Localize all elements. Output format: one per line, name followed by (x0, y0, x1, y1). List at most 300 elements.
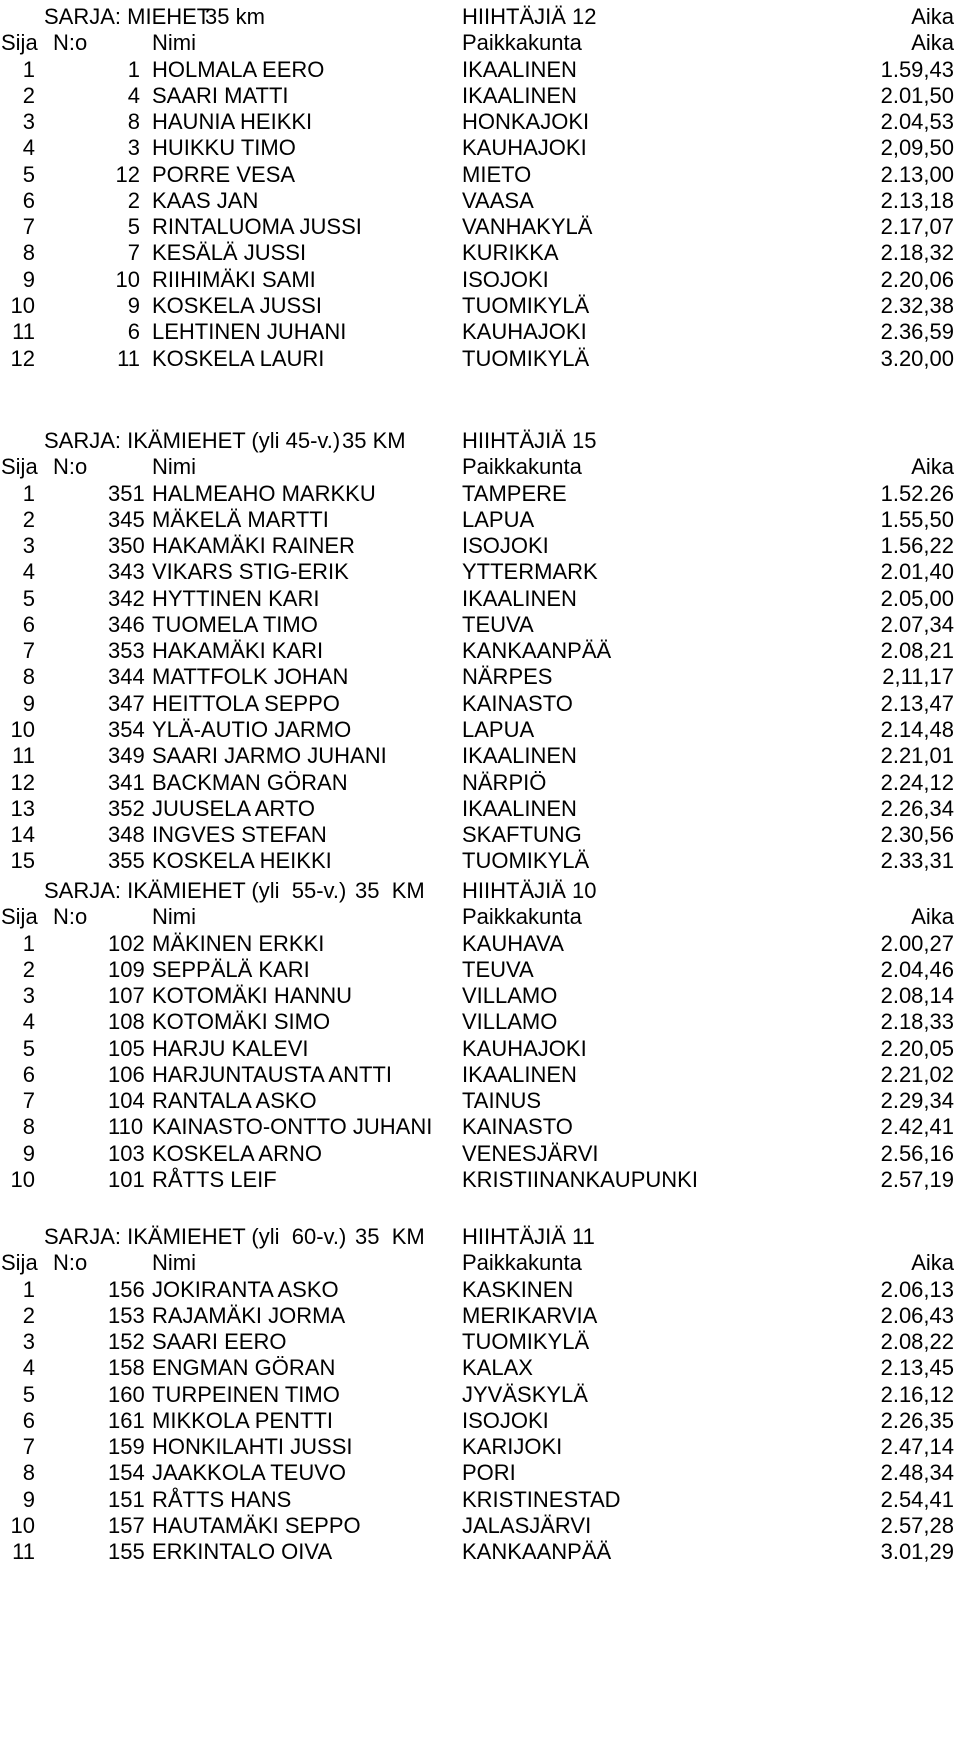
row-sija: 4 (22, 1355, 35, 1381)
row-nimi: HAKAMÄKI RAINER (152, 533, 355, 559)
row-paikkakunta: VANHAKYLÄ (462, 214, 593, 240)
row-sija: 6 (22, 1407, 35, 1433)
row-nimi: KOSKELA LAURI (152, 345, 325, 371)
header-nro: N:o (53, 30, 88, 56)
row-aika: 1.59,43 (880, 56, 954, 82)
section-sarja-label: SARJA: IKÄMIEHET (yli 55-v.) (44, 878, 347, 903)
table-row (0, 557, 960, 586)
row-paikkakunta: KRISTINESTAD (462, 1486, 621, 1512)
row-paikkakunta: KURIKKA (462, 240, 559, 266)
row-paikkakunta: VENESJÄRVI (462, 1140, 599, 1166)
row-sija: 1 (22, 930, 35, 956)
row-paikkakunta: KAUHAJOKI (462, 135, 587, 161)
row-paikkakunta: TUOMIKYLÄ (462, 1329, 590, 1355)
row-aika: 2.00,27 (880, 930, 954, 956)
table-row (0, 820, 960, 849)
row-sija: 11 (12, 743, 35, 769)
row-nro: 343 (108, 559, 145, 585)
table-row (0, 929, 960, 958)
header-aika: Aika (911, 30, 954, 56)
row-paikkakunta: IKAALINEN (462, 1061, 577, 1087)
header-sija: Sija (1, 30, 38, 56)
row-aika: 2.21,01 (880, 743, 954, 769)
row-paikkakunta: KAUHAJOKI (462, 1035, 587, 1061)
row-aika: 2.13,47 (880, 690, 954, 716)
row-nimi: RANTALA ASKO (152, 1088, 317, 1114)
row-nimi: KOTOMÄKI HANNU (152, 983, 353, 1009)
row-nimi: BACKMAN GÖRAN (152, 769, 348, 795)
row-nro: 345 (108, 506, 145, 532)
table-row (0, 317, 960, 346)
row-nro: 154 (108, 1460, 145, 1486)
row-paikkakunta: VAASA (462, 187, 534, 213)
row-paikkakunta: IKAALINEN (462, 82, 577, 108)
table-row (0, 584, 960, 613)
row-nro: 8 (127, 109, 140, 135)
row-nro: 11 (117, 345, 140, 371)
row-aika: 2.01,50 (880, 82, 954, 108)
row-nro: 102 (108, 930, 145, 956)
header-aika: Aika (911, 904, 954, 930)
row-nimi: MÄKINEN ERKKI (152, 930, 325, 956)
table-row (0, 1275, 960, 1304)
row-paikkakunta: TEUVA (462, 611, 534, 637)
row-aika: 2.36,59 (880, 319, 954, 345)
row-aika: 2.32,38 (880, 292, 954, 318)
table-row (0, 291, 960, 320)
section-distance: 35 km (205, 4, 265, 29)
row-aika: 2.08,22 (880, 1329, 954, 1355)
row-sija: 6 (22, 611, 35, 637)
row-nimi: SEPPÄLÄ KARI (152, 956, 310, 982)
row-nro: 5 (127, 214, 140, 240)
row-sija: 5 (22, 1035, 35, 1061)
row-nro: 104 (108, 1088, 145, 1114)
row-nimi: HONKILAHTI JUSSI (152, 1434, 353, 1460)
row-paikkakunta: LAPUA (462, 506, 535, 532)
section-title (0, 1222, 960, 1251)
row-nimi: JUUSELA ARTO (152, 795, 316, 821)
row-paikkakunta: ISOJOKI (462, 1407, 549, 1433)
row-sija: 11 (12, 1539, 35, 1565)
section-participant-count: HIIHTÄJIÄ 10 (462, 878, 597, 903)
row-nro: 10 (115, 266, 140, 292)
row-nro: 108 (108, 1009, 145, 1035)
row-nimi: ERKINTALO OIVA (152, 1539, 333, 1565)
row-nro: 152 (108, 1329, 145, 1355)
row-paikkakunta: IKAALINEN (462, 743, 577, 769)
table-row (0, 55, 960, 84)
row-sija: 8 (22, 240, 35, 266)
row-nimi: TURPEINEN TIMO (152, 1381, 340, 1407)
section-sarja-label: SARJA: IKÄMIEHET (yli 45-v.) (44, 428, 341, 453)
row-aika: 2.26,34 (880, 795, 954, 821)
row-sija: 9 (22, 690, 35, 716)
section-title (0, 2, 960, 31)
row-sija: 9 (22, 1140, 35, 1166)
row-aika: 2.54,41 (880, 1486, 954, 1512)
row-nimi: JOKIRANTA ASKO (152, 1276, 339, 1302)
row-aika: 2.24,12 (880, 769, 954, 795)
row-nimi: SAARI MATTI (152, 82, 289, 108)
row-paikkakunta: TUOMIKYLÄ (462, 292, 590, 318)
table-row (0, 1034, 960, 1063)
row-sija: 7 (22, 1088, 35, 1114)
table-row (0, 1112, 960, 1141)
row-nimi: SAARI EERO (152, 1329, 287, 1355)
row-aika: 2.07,34 (880, 611, 954, 637)
row-nro: 348 (108, 822, 145, 848)
row-sija: 10 (10, 292, 35, 318)
row-nro: 103 (108, 1140, 145, 1166)
header-nimi: Nimi (152, 1250, 196, 1276)
header-nro: N:o (53, 904, 88, 930)
table-row (0, 689, 960, 718)
row-sija: 2 (22, 82, 35, 108)
section-time-label: Aika (911, 4, 954, 29)
row-paikkakunta: TAMPERE (462, 480, 567, 506)
section-sarja-label: SARJA: MIEHET (44, 4, 211, 29)
row-paikkakunta: MERIKARVIA (462, 1302, 598, 1328)
section-participant-count: HIIHTÄJIÄ 12 (462, 4, 597, 29)
row-nimi: HALMEAHO MARKKU (152, 480, 376, 506)
table-row (0, 238, 960, 267)
table-row (0, 133, 960, 162)
row-nimi: INGVES STEFAN (152, 822, 327, 848)
row-sija: 1 (22, 480, 35, 506)
row-sija: 7 (22, 1434, 35, 1460)
row-sija: 4 (22, 1009, 35, 1035)
row-nimi: MATTFOLK JOHAN (152, 664, 349, 690)
row-nimi: JAAKKOLA TEUVO (152, 1460, 347, 1486)
row-sija: 11 (12, 319, 35, 345)
row-paikkakunta: VILLAMO (462, 1009, 558, 1035)
table-row (0, 662, 960, 691)
table-row (0, 1165, 960, 1194)
table-row (0, 1139, 960, 1168)
row-nimi: TUOMELA TIMO (152, 611, 318, 637)
table-row (0, 81, 960, 110)
row-aika: 2.42,41 (880, 1114, 954, 1140)
table-row (0, 1086, 960, 1115)
table-row (0, 505, 960, 534)
table-row (0, 186, 960, 215)
table-row (0, 1353, 960, 1382)
row-aika: 2.17,07 (880, 214, 954, 240)
row-nro: 4 (127, 82, 140, 108)
header-sija: Sija (1, 1250, 38, 1276)
section-title (0, 876, 960, 905)
row-nimi: HUIKKU TIMO (152, 135, 296, 161)
row-aika: 2.16,12 (880, 1381, 954, 1407)
header-paikkakunta: Paikkakunta (462, 454, 582, 480)
row-sija: 1 (22, 56, 35, 82)
row-nimi: KAINASTO-ONTTO JUHANI (152, 1114, 433, 1140)
row-nro: 110 (108, 1114, 144, 1140)
row-nro: 1 (127, 56, 140, 82)
row-paikkakunta: KAINASTO (462, 1114, 573, 1140)
row-sija: 2 (22, 506, 35, 532)
table-row (0, 212, 960, 241)
table-row (0, 344, 960, 373)
table-row (0, 1485, 960, 1514)
row-nimi: KOSKELA JUSSI (152, 292, 322, 318)
header-paikkakunta: Paikkakunta (462, 30, 582, 56)
row-aika: 2.48,34 (880, 1460, 954, 1486)
row-paikkakunta: TUOMIKYLÄ (462, 345, 590, 371)
row-paikkakunta: KANKAANPÄÄ (462, 1539, 612, 1565)
row-aika: 2.05,00 (880, 585, 954, 611)
row-aika: 2.20,05 (880, 1035, 954, 1061)
row-aika: 2.26,35 (880, 1407, 954, 1433)
row-nimi: RÅTTS HANS (152, 1486, 292, 1512)
row-sija: 3 (22, 983, 35, 1009)
row-nro: 355 (108, 848, 145, 874)
table-row (0, 610, 960, 639)
row-sija: 4 (22, 559, 35, 585)
table-row (0, 1060, 960, 1089)
table-row (0, 1458, 960, 1487)
row-sija: 3 (22, 109, 35, 135)
row-nimi: HARJU KALEVI (152, 1035, 309, 1061)
row-sija: 10 (10, 1512, 35, 1538)
row-paikkakunta: TAINUS (462, 1088, 542, 1114)
table-row (0, 981, 960, 1010)
header-nimi: Nimi (152, 454, 196, 480)
row-sija: 2 (22, 956, 35, 982)
table-row (0, 794, 960, 823)
row-paikkakunta: KAUHAJOKI (462, 319, 587, 345)
row-sija: 4 (22, 135, 35, 161)
row-nimi: MÄKELÄ MARTTI (152, 506, 329, 532)
row-nro: 9 (127, 292, 140, 318)
row-sija: 13 (10, 795, 35, 821)
row-aika: 2.08,21 (880, 638, 954, 664)
row-aika: 2.56,16 (880, 1140, 954, 1166)
row-nimi: RIIHIMÄKI SAMI (152, 266, 316, 292)
row-nro: 159 (108, 1434, 145, 1460)
row-nimi: KESÄLÄ JUSSI (152, 240, 307, 266)
row-sija: 3 (22, 533, 35, 559)
row-paikkakunta: HONKAJOKI (462, 109, 590, 135)
row-aika: 1.56,22 (880, 533, 954, 559)
row-aika: 2.18,33 (880, 1009, 954, 1035)
table-row (0, 741, 960, 770)
row-paikkakunta: NÄRPIÖ (462, 769, 547, 795)
row-paikkakunta: YTTERMARK (462, 559, 598, 585)
row-aika: 2.30,56 (880, 822, 954, 848)
row-sija: 14 (10, 822, 35, 848)
row-nimi: ENGMAN GÖRAN (152, 1355, 336, 1381)
section-participant-count: HIIHTÄJIÄ 11 (462, 1224, 595, 1249)
row-nro: 352 (108, 795, 145, 821)
row-aika: 2.01,40 (880, 559, 954, 585)
row-sija: 9 (22, 266, 35, 292)
row-nro: 351 (108, 480, 145, 506)
row-paikkakunta: PORI (462, 1460, 516, 1486)
header-paikkakunta: Paikkakunta (462, 904, 582, 930)
row-aika: 2.13,00 (880, 161, 954, 187)
row-nimi: KOSKELA HEIKKI (152, 848, 332, 874)
table-row (0, 1432, 960, 1461)
row-sija: 7 (22, 214, 35, 240)
row-sija: 8 (22, 1114, 35, 1140)
header-aika: Aika (911, 1250, 954, 1276)
row-nimi: YLÄ-AUTIO JARMO (152, 716, 352, 742)
table-row (0, 479, 960, 508)
row-sija: 15 (10, 848, 35, 874)
row-nro: 7 (127, 240, 140, 266)
section-title (0, 426, 960, 455)
row-paikkakunta: TUOMIKYLÄ (462, 848, 590, 874)
row-sija: 7 (22, 638, 35, 664)
header-paikkakunta: Paikkakunta (462, 1250, 582, 1276)
row-paikkakunta: KASKINEN (462, 1276, 574, 1302)
row-sija: 5 (22, 161, 35, 187)
row-sija: 5 (22, 585, 35, 611)
row-nimi: HOLMALA EERO (152, 56, 325, 82)
row-paikkakunta: VILLAMO (462, 983, 558, 1009)
row-nro: 109 (108, 956, 145, 982)
row-aika: 3.20,00 (880, 345, 954, 371)
row-sija: 6 (22, 1061, 35, 1087)
header-sija: Sija (1, 904, 38, 930)
row-paikkakunta: KARIJOKI (462, 1434, 563, 1460)
table-row (0, 955, 960, 984)
row-nro: 347 (108, 690, 145, 716)
row-aika: 3.01,29 (880, 1539, 954, 1565)
row-nimi: RINTALUOMA JUSSI (152, 214, 362, 240)
row-aika: 2.21,02 (880, 1061, 954, 1087)
row-paikkakunta: KAINASTO (462, 690, 573, 716)
row-nimi: HARJUNTAUSTA ANTTI (152, 1061, 392, 1087)
row-aika: 2.13,18 (880, 187, 954, 213)
row-nimi: LEHTINEN JUHANI (152, 319, 347, 345)
row-paikkakunta: ISOJOKI (462, 266, 549, 292)
row-nimi: VIKARS STIG-ERIK (152, 559, 349, 585)
row-aika: 2.18,32 (880, 240, 954, 266)
row-aika: 1.55,50 (880, 506, 954, 532)
row-nro: 156 (108, 1276, 145, 1302)
table-row (0, 1380, 960, 1409)
row-nro: 157 (108, 1512, 145, 1538)
column-header-row (0, 1248, 960, 1277)
row-sija: 9 (22, 1486, 35, 1512)
table-row (0, 768, 960, 797)
section-distance: 35 KM (355, 1224, 425, 1249)
row-aika: 2.04,53 (880, 109, 954, 135)
row-paikkakunta: NÄRPES (462, 664, 553, 690)
table-row (0, 1301, 960, 1330)
row-nimi: HAUNIA HEIKKI (152, 109, 313, 135)
row-nimi: HAKAMÄKI KARI (152, 638, 324, 664)
row-nro: 349 (108, 743, 145, 769)
row-aika: 2,11,17 (882, 664, 954, 690)
row-sija: 5 (22, 1381, 35, 1407)
row-paikkakunta: ISOJOKI (462, 533, 549, 559)
row-nro: 350 (108, 533, 145, 559)
table-row (0, 265, 960, 294)
section-distance: 35 KM (342, 428, 406, 453)
row-paikkakunta: IKAALINEN (462, 56, 577, 82)
row-nimi: HYTTINEN KARI (152, 585, 320, 611)
section-participant-count: HIIHTÄJIÄ 15 (462, 428, 597, 453)
row-aika: 2.04,46 (880, 956, 954, 982)
row-aika: 2.57,28 (880, 1512, 954, 1538)
row-sija: 8 (22, 664, 35, 690)
row-nimi: KOSKELA ARNO (152, 1140, 322, 1166)
row-sija: 3 (22, 1329, 35, 1355)
row-aika: 2.14,48 (880, 716, 954, 742)
row-nimi: KAAS JAN (152, 187, 259, 213)
row-aika: 2.47,14 (880, 1434, 954, 1460)
table-row (0, 1406, 960, 1435)
row-aika: 2.20,06 (880, 266, 954, 292)
row-sija: 12 (10, 769, 35, 795)
row-sija: 10 (10, 716, 35, 742)
row-aika: 2.13,45 (880, 1355, 954, 1381)
row-aika: 2.06,43 (880, 1302, 954, 1328)
row-nimi: KOTOMÄKI SIMO (152, 1009, 331, 1035)
header-nro: N:o (53, 1250, 88, 1276)
row-sija: 2 (22, 1302, 35, 1328)
table-row (0, 160, 960, 189)
row-nro: 346 (108, 611, 145, 637)
row-nro: 101 (108, 1166, 145, 1192)
row-nimi: SAARI JARMO JUHANI (152, 743, 387, 769)
row-aika: 2.29,34 (880, 1088, 954, 1114)
column-header-row (0, 452, 960, 481)
header-nimi: Nimi (152, 30, 196, 56)
row-paikkakunta: KRISTIINANKAUPUNKI (462, 1166, 698, 1192)
row-nro: 342 (108, 585, 145, 611)
row-nro: 161 (108, 1407, 145, 1433)
row-paikkakunta: MIETO (462, 161, 532, 187)
row-aika: 2.57,19 (880, 1166, 954, 1192)
row-nro: 6 (127, 319, 140, 345)
row-nro: 344 (108, 664, 145, 690)
row-sija: 12 (10, 345, 35, 371)
row-nro: 3 (127, 135, 140, 161)
row-nro: 160 (108, 1381, 145, 1407)
row-nro: 155 (108, 1539, 145, 1565)
column-header-row (0, 28, 960, 57)
row-paikkakunta: LAPUA (462, 716, 535, 742)
row-paikkakunta: KAUHAVA (462, 930, 564, 956)
row-paikkakunta: IKAALINEN (462, 795, 577, 821)
row-sija: 1 (22, 1276, 35, 1302)
row-aika: 1.52.26 (880, 480, 954, 506)
row-aika: 2.08,14 (880, 983, 954, 1009)
row-nro: 153 (108, 1302, 145, 1328)
table-row (0, 636, 960, 665)
table-row (0, 107, 960, 136)
row-nro: 158 (108, 1355, 145, 1381)
row-paikkakunta: IKAALINEN (462, 585, 577, 611)
table-row (0, 1511, 960, 1540)
row-nimi: PORRE VESA (152, 161, 296, 187)
table-row (0, 715, 960, 744)
row-aika: 2,09,50 (880, 135, 954, 161)
row-paikkakunta: KALAX (462, 1355, 533, 1381)
section-distance: 35 KM (355, 878, 425, 903)
row-sija: 6 (22, 187, 35, 213)
header-aika: Aika (911, 454, 954, 480)
row-sija: 8 (22, 1460, 35, 1486)
row-aika: 2.33,31 (880, 848, 954, 874)
row-nro: 107 (108, 983, 145, 1009)
row-nimi: RAJAMÄKI JORMA (152, 1302, 346, 1328)
